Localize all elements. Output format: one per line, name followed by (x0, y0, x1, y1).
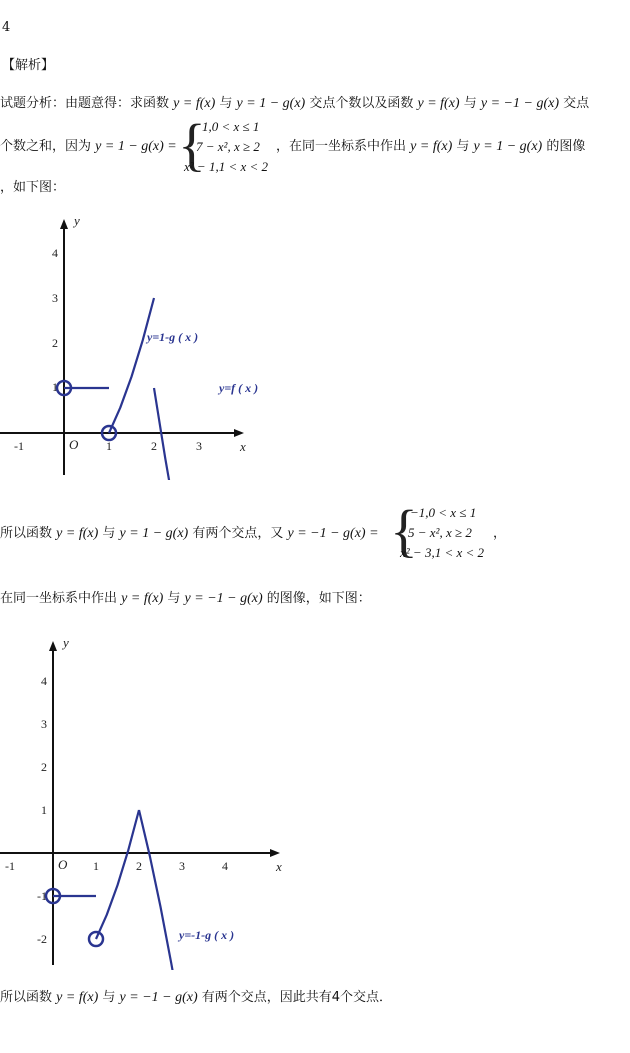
para6-word: 有两个交点，因此共有4个交点． (201, 990, 393, 1005)
x-tick-label: 4 (222, 859, 228, 873)
x-axis-label: x (240, 439, 246, 454)
para5-formula-f: y = f(x) (121, 591, 164, 606)
para1-formula-f: y = f(x) (417, 96, 460, 111)
y-tick-label-partial: 1 (52, 380, 58, 394)
para4-word: 与 (102, 526, 116, 541)
y-tick-label: -2 (37, 932, 47, 946)
paragraph-4 (0, 526, 379, 542)
y-axis-arrow (60, 219, 68, 229)
para2-lead: 个数之和，因为 (0, 139, 92, 154)
para2-word: ，在同一坐标系中作出 (276, 139, 407, 154)
para2-formula-1-g: y = 1 − g(x) (473, 139, 543, 154)
para4-formula-f: y = f(x) (56, 526, 99, 541)
para6-lead: 所以函数 (0, 990, 53, 1005)
piecewise-brace-1: { (178, 112, 206, 177)
chart-2-graph (0, 625, 300, 970)
para4-formula-1-g: y = 1 − g(x) (119, 526, 189, 541)
series-label: y=-1-g ( x ) (179, 928, 235, 942)
f-label: y=f ( x ) (219, 381, 259, 395)
para4-lhs: y = −1 − g(x) = (287, 526, 379, 541)
para1-formula-f: y = f(x) (173, 96, 216, 111)
para5-formula-neg1-g: y = −1 − g(x) (184, 591, 263, 606)
x-tick-label: 2 (136, 859, 142, 873)
para1-word: 与 (463, 96, 477, 111)
y-tick-label: 2 (41, 760, 47, 774)
chart-1-graph (0, 205, 260, 480)
x-tick-label: 2 (151, 439, 157, 453)
y-tick-label: 1 (41, 803, 47, 817)
para5-word: 与 (167, 591, 181, 606)
x-axis-label: x (276, 859, 282, 874)
curve-curve (96, 810, 139, 939)
para1-formula-1-g: y = 1 − g(x) (236, 96, 306, 111)
para1-word: 与 (219, 96, 233, 111)
origin-label: O (58, 857, 68, 872)
y-axis-label: y (63, 635, 69, 650)
para6-formula-f: y = f(x) (56, 990, 99, 1005)
para5-lead: 在同一坐标系中作出 (0, 591, 118, 606)
x-tick-label: 1 (106, 439, 112, 453)
para1-formula-neg1-g: y = −1 − g(x) (480, 96, 559, 111)
paragraph-2-lead (0, 139, 177, 155)
para2-lhs: y = 1 − g(x) = (95, 139, 177, 154)
para2-word: 与 (456, 139, 470, 154)
y-tick-label: 4 (52, 246, 58, 260)
piecewise-brace-2: { (390, 498, 418, 563)
x-tick-label: 3 (179, 859, 185, 873)
x-tick-label: -1 (14, 439, 24, 453)
case-1: −1,0 < x ≤ 1 (410, 505, 477, 520)
x-tick-label: 1 (93, 859, 99, 873)
case-2: 7 − x², x ≥ 2 (196, 139, 260, 154)
answer: 4 (2, 20, 11, 35)
curve-curve (139, 810, 173, 970)
y-tick-label: 2 (52, 336, 58, 350)
case-2: 5 − x², x ≥ 2 (408, 525, 472, 540)
y-axis-arrow (49, 641, 57, 651)
paragraph-2-tail (276, 139, 585, 155)
y-tick-label: 3 (52, 291, 58, 305)
para2-formula-f: y = f(x) (410, 139, 453, 154)
case-3: x² − 1,1 < x < 2 (184, 159, 269, 174)
y-tick-label: -1 (37, 889, 47, 903)
y-tick-label: 3 (41, 717, 47, 731)
case-3: x² − 3,1 < x < 2 (400, 545, 485, 560)
x-axis-arrow (234, 429, 244, 437)
curve-curve (109, 298, 154, 433)
x-tick-label: -1 (5, 859, 15, 873)
y-axis-label: y (74, 213, 80, 228)
paragraph-6 (0, 990, 392, 1006)
x-tick-label: 3 (196, 439, 202, 453)
section-heading: 【解析】 (2, 58, 55, 73)
para6-formula-neg1-g: y = −1 − g(x) (119, 990, 198, 1005)
para5-word: 的图像，如下图： (266, 591, 371, 606)
para6-word: 与 (102, 990, 116, 1005)
paragraph-5 (0, 591, 371, 607)
series-label: y=1-g ( x ) (147, 330, 199, 344)
para1-word: 交点 (563, 96, 590, 111)
x-axis-arrow (270, 849, 280, 857)
case-1: 1,0 < x ≤ 1 (202, 119, 260, 134)
paragraph-1 (0, 96, 589, 112)
para1-lead: 试题分析：由题意得：求函数 (0, 96, 170, 111)
paragraph-3: ，如下图： (0, 180, 66, 195)
para4-word: 有两个交点，又 (192, 526, 284, 541)
para4-tail: ， (493, 526, 507, 541)
y-tick-label: 4 (41, 674, 47, 688)
para1-word: 交点个数以及函数 (309, 96, 414, 111)
para4-lead: 所以函数 (0, 526, 53, 541)
origin-label: O (69, 437, 79, 452)
para2-word: 的图像 (546, 139, 586, 154)
